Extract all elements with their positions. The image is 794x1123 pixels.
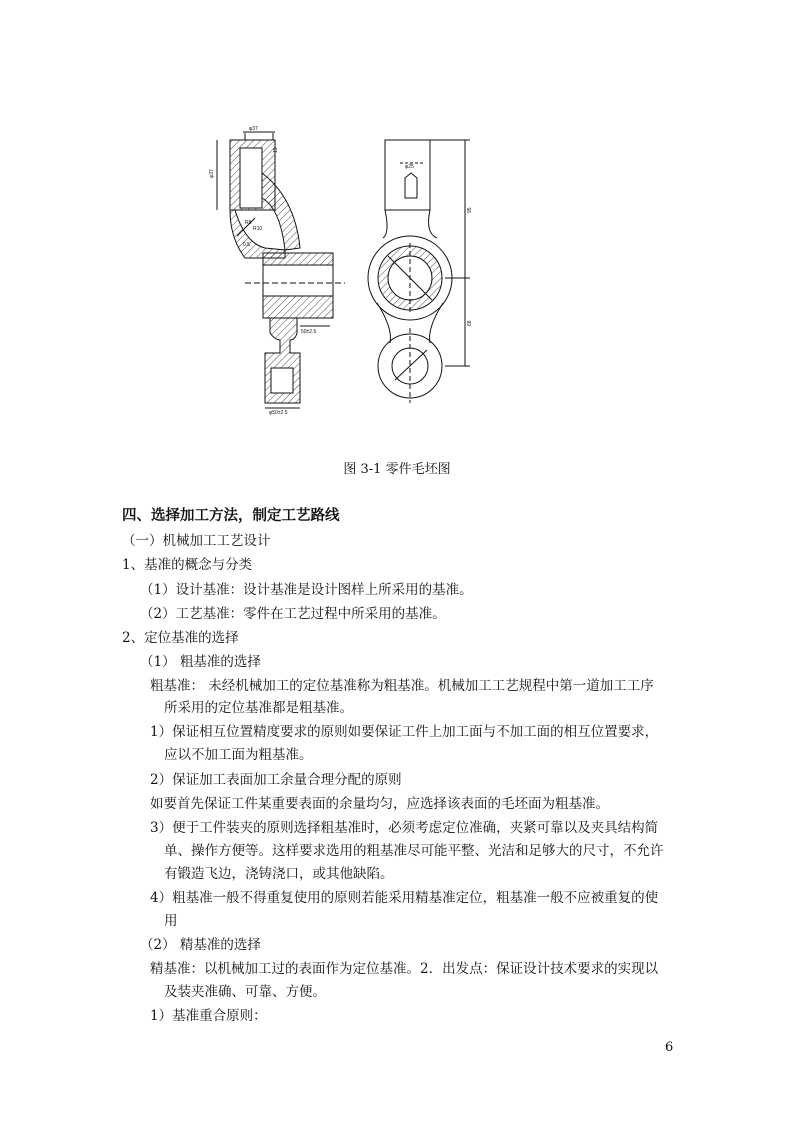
text-line: 如要首先保证工件某重要表面的余量均匀，应选择该表面的毛坯面为粗基准。 <box>150 796 609 812</box>
text-line: 3）便于工件装夹的原则选择粗基准时，必须考虑定位准确，夹紧可靠以及夹具结构简 <box>150 820 659 836</box>
part-blank-figure <box>205 118 485 418</box>
text-line: 用 <box>164 913 178 929</box>
dim-r05: 0.5 <box>243 242 250 248</box>
dim-left-height: φ37 <box>209 169 215 178</box>
dim-95: 95 <box>467 207 473 213</box>
figure-caption: 图 3-1 零件毛坯图 <box>343 462 451 477</box>
dim-r10: R10 <box>253 226 263 232</box>
text-line: 所采用的定位基准都是粗基准。 <box>164 700 353 716</box>
part-blank-drawing <box>205 118 485 418</box>
section-title: 四、选择加工方法，制定工艺路线 <box>122 508 340 524</box>
dim-d25: φ25 <box>405 164 414 170</box>
text-line: （1）设计基准：设计基准是设计图样上所采用的基准。 <box>140 582 473 598</box>
dim-d50: φ50±2.5 <box>269 410 288 416</box>
dim-15: 15 <box>273 147 279 153</box>
text-line: 1）保证相互位置精度要求的原则如要保证工件上加工面与不加工面的相互位置要求， <box>150 724 659 740</box>
page-number: 6 <box>665 1040 674 1055</box>
text-line: 精基准：以机械加工过的表面作为定位基准。2．出发点：保证设计技术要求的实现以 <box>150 961 659 977</box>
dim-68: 68 <box>467 320 473 326</box>
dim-r8: R8 <box>245 220 252 226</box>
dim-50: 50±2.5 <box>301 329 317 335</box>
text-line: （2）工艺基准：零件在工艺过程中所采用的基准。 <box>140 606 446 622</box>
text-line: 2、定位基准的选择 <box>122 630 239 646</box>
text-line: 及装夹准确、可靠、方便。 <box>164 984 326 1000</box>
text-line: （2） 精基准的选择 <box>140 937 261 953</box>
text-line: 1、基准的概念与分类 <box>122 557 253 573</box>
text-line: （一）机械加工工艺设计 <box>122 533 271 549</box>
text-line: 粗基准： 未经机械加工的定位基准称为粗基准。机械加工工艺规程中第一道加工工序 <box>150 678 654 694</box>
text-line: 2）保证加工表面加工余量合理分配的原则 <box>150 772 402 788</box>
text-line: （1） 粗基准的选择 <box>140 654 261 670</box>
text-line: 应以不加工面为粗基准。 <box>164 747 313 763</box>
text-line: 有锻造飞边，浇铸浇口，或其他缺陷。 <box>164 866 394 882</box>
text-line: 1）基准重合原则： <box>150 1008 267 1024</box>
dim-d37: φ37 <box>249 126 258 132</box>
text-line: 4）粗基准一般不得重复使用的原则若能采用精基准定位，粗基准一般不应被重复的使 <box>150 890 659 906</box>
text-line: 单、操作方便等。这样要求选用的粗基准尽可能平整、光洁和足够大的尺寸，不允许 <box>164 843 664 859</box>
